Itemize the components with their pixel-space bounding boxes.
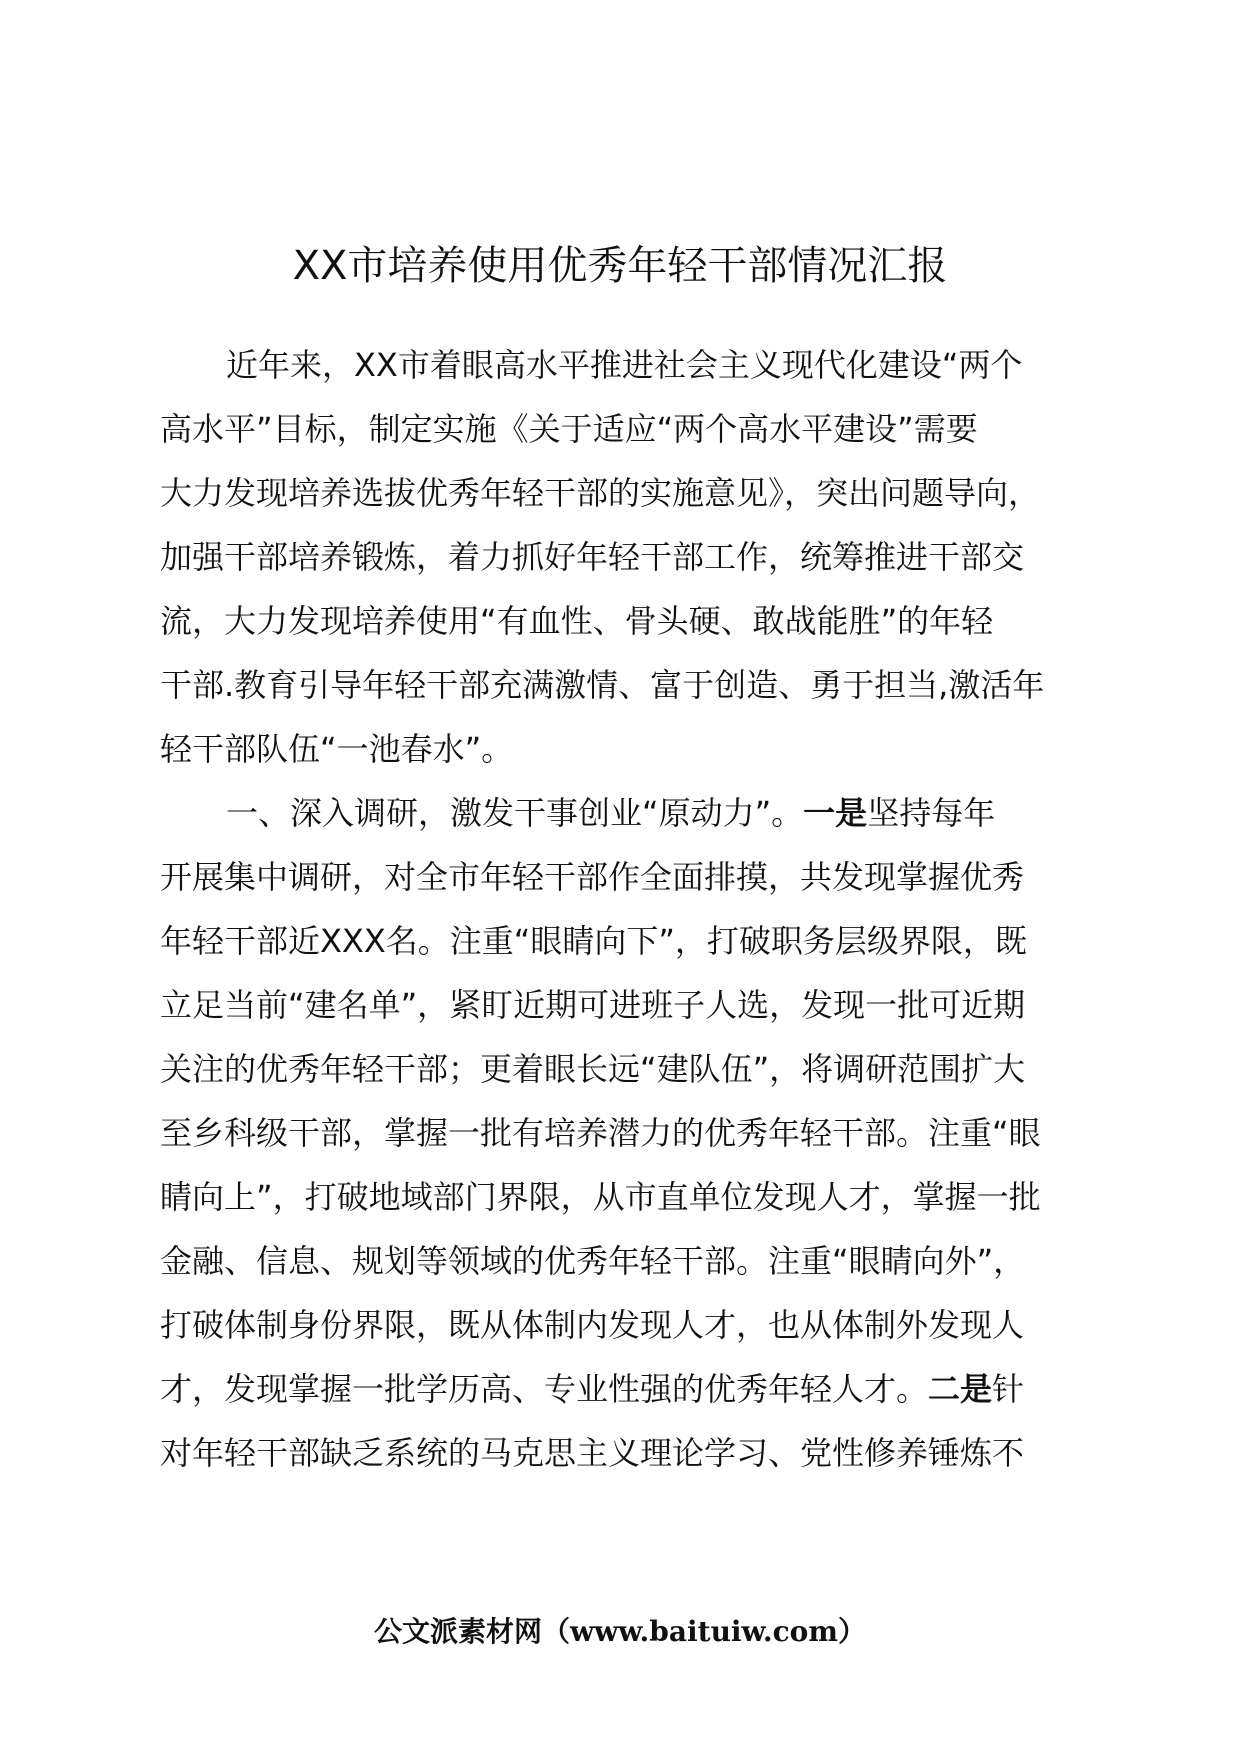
paragraph-line: 干部.教育引导年轻干部充满激情、富于创造、勇于担当,激活年: [160, 666, 1045, 704]
paragraph-line: 大力发现培养选拔优秀年轻干部的实施意见》，突出问题导向，: [160, 474, 1041, 512]
paragraph-line: 立足当前“建名单”，紧盯近期可进班子人选，发现一批可近期: [160, 986, 1026, 1024]
paragraph-line: 金融、信息、规划等领域的优秀年轻干部。注重“眼睛向外”，: [160, 1242, 1026, 1280]
paragraph-line: 打破体制身份界限，既从体制内发现人才，也从体制外发现人: [160, 1306, 1025, 1344]
paragraph-line: 开展集中调研，对全市年轻干部作全面排摸，共发现掌握优秀: [160, 858, 1025, 896]
paragraph-line: 至乡科级干部，掌握一批有培养潜力的优秀年轻干部。注重“眼: [160, 1114, 1041, 1152]
paragraph-line: 近年来，XX市着眼高水平推进社会主义现代化建设“两个: [226, 346, 1023, 384]
bold-marker-first: 一是: [803, 794, 868, 832]
paragraph-line: 流，大力发现培养使用“有血性、骨头硬、敢战能胜”的年轻: [160, 602, 994, 640]
paragraph-line: 睛向上”，打破地域部门界限，从市直单位发现人才，掌握一批: [160, 1178, 1041, 1216]
section-heading-line: [160, 781, 1090, 845]
paragraph-line: 高水平”目标，制定实施《关于适应“两个高水平建设”需要: [160, 410, 978, 448]
bold-marker-second: 二是: [928, 1370, 993, 1408]
paragraph-line: 加强干部培养锻炼，着力抓好年轻干部工作，统筹推进干部交: [160, 538, 1025, 576]
paragraph-text: 坚持每年: [867, 794, 996, 832]
paragraph-line: 关注的优秀年轻干部；更着眼长远“建队伍”，将调研范围扩大: [160, 1050, 1026, 1088]
paragraph-text: 才，发现掌握一批学历高、专业性强的优秀年轻人才。: [160, 1370, 929, 1408]
paragraph-text: 针: [992, 1370, 1025, 1408]
document-body: [160, 333, 1090, 1485]
paragraph-line: 对年轻干部缺乏系统的马克思主义理论学习、党性修养锤炼不: [160, 1434, 1025, 1472]
paragraph-line-with-marker: [160, 1357, 1090, 1421]
paragraph-line: 轻干部队伍“一池春水”。: [160, 730, 514, 768]
document-title: XX市培养使用优秀年轻干部情况汇报: [292, 243, 948, 289]
paragraph-line: 年轻干部近XXX名。注重“眼睛向下”，打破职务层级界限，既: [160, 922, 1027, 960]
footer-watermark: 公文派素材网（www.baituiw.com）: [374, 1615, 866, 1648]
section-heading: 一、深入调研，激发干事创业“原动力”。: [226, 794, 804, 832]
